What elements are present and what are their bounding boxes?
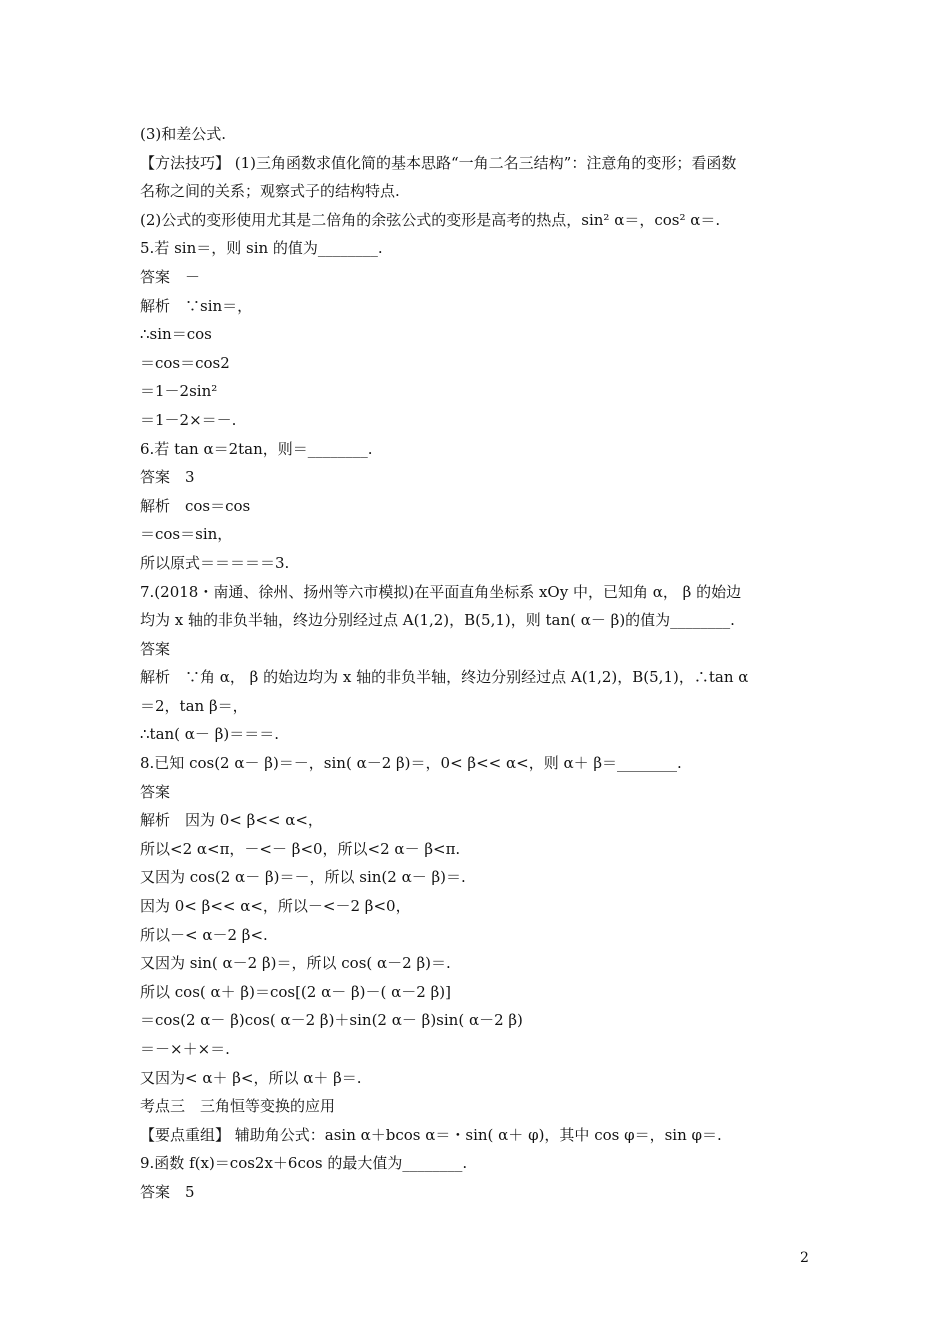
text-line: 所以<2 α<π，－<－ β<0，所以<2 α－ β<π. <box>140 839 461 858</box>
question-5: 5.若 sin＝，则 sin 的值为________. <box>140 239 383 258</box>
text-line: ＝1－2sin² <box>140 382 218 401</box>
text-line: ＝cos＝sin， <box>140 525 233 544</box>
text-line: (2)公式的变形使用尤其是二倍角的余弦公式的变形是高考的热点，sin² α＝，cos² α＝. <box>140 210 721 229</box>
text-line: 均为 x 轴的非负半轴，终边分别经过点 A(1,2)，B(5,1)，则 tan( α－ β)的值为________. <box>140 611 735 630</box>
analysis-line: 解析 ∵sin＝， <box>140 296 253 315</box>
text-line: 所以原式＝＝＝＝＝3. <box>140 553 290 572</box>
text-line: ＝cos＝cos2 <box>140 353 230 372</box>
text-line: 又因为< α＋ β<，所以 α＋ β＝. <box>140 1068 362 1087</box>
text-line: ∴tan( α－ β)＝＝＝. <box>140 725 279 744</box>
text-line: 所以 cos( α＋ β)＝cos[(2 α－ β)－( α－2 β)] <box>140 982 451 1001</box>
answer-line: 答案 <box>140 782 171 801</box>
question-8: 8.已知 cos(2 α－ β)＝－，sin( α－2 β)＝，0< β<< α<，则 α＋ β＝________. <box>140 754 682 773</box>
answer-line: 答案 － <box>140 267 201 286</box>
page-body <box>140 120 820 1207</box>
text-line: ＝1－2×＝－. <box>140 410 237 429</box>
text-line: ＝cos(2 α－ β)cos( α－2 β)＋sin(2 α－ β)sin( α－2 β) <box>140 1011 523 1030</box>
analysis-line: 解析 因为 0< β<< α<， <box>140 811 323 830</box>
text-line: 又因为 sin( α－2 β)＝，所以 cos( α－2 β)＝. <box>140 954 451 973</box>
analysis-line: 解析 ∵角 α， β 的始边均为 x 轴的非负半轴，终边分别经过点 A(1,2)，B(5,1)，∴tan α <box>140 668 749 687</box>
text-line: ∴sin＝cos <box>140 325 212 344</box>
text-line: 名称之间的关系；观察式子的结构特点. <box>140 182 400 201</box>
text-line: 【方法技巧】 (1)三角函数求值化简的基本思路“一角二名三结构”：注意角的变形；看函数 <box>140 153 737 172</box>
answer-line: 答案 5 <box>140 1182 195 1201</box>
text-line: (3)和差公式. <box>140 125 227 143</box>
page-number: 2 <box>800 1250 809 1266</box>
question-6: 6.若 tan α＝2tan，则＝________. <box>140 439 373 458</box>
text-line: 又因为 cos(2 α－ β)＝－，所以 sin(2 α－ β)＝. <box>140 868 466 887</box>
text-line: ＝－×＋×＝. <box>140 1040 230 1058</box>
text-line: ＝2，tan β＝， <box>140 696 248 715</box>
section-heading: 考点三 三角恒等变换的应用 <box>140 1097 336 1116</box>
question-9: 9.函数 f(x)＝cos2x＋6cos 的最大值为________. <box>140 1154 468 1173</box>
question-7: 7.(2018・南通、徐州、扬州等六市模拟)在平面直角坐标系 xOy 中，已知角 α， β 的始边 <box>140 582 742 601</box>
answer-line: 答案 3 <box>140 468 195 487</box>
answer-line: 答案 <box>140 639 171 658</box>
analysis-line: 解析 cos＝cos <box>140 496 251 515</box>
text-line: 因为 0< β<< α<，所以－<－2 β<0， <box>140 897 411 916</box>
text-line: 所以－< α－2 β<. <box>140 925 268 944</box>
key-point-line: 【要点重组】 辅助角公式：asin α＋bcos α＝・sin( α＋ φ)，其中 cos φ＝，sin φ＝. <box>140 1125 722 1144</box>
